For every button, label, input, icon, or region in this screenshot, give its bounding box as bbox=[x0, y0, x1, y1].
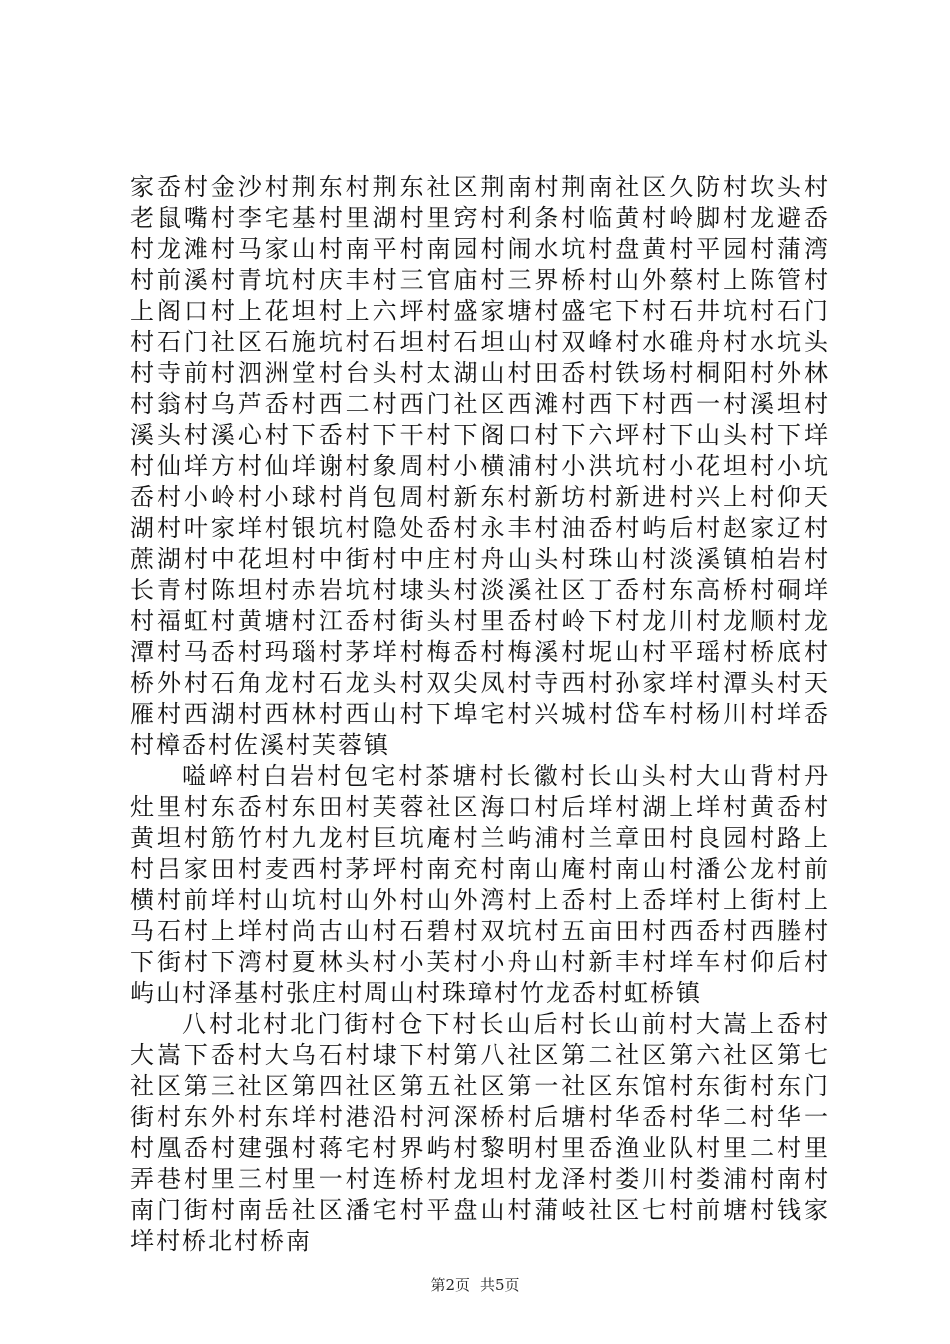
page-number: 第2页 bbox=[430, 1276, 470, 1294]
paragraph-2: 嗌崪村白岩村包宅村茶塘村长徽村长山头村大山背村丹灶里村东岙村东田村芙蓉社区海口村后垟村湖上垟村黄岙村黄坦村筋竹村九龙村巨坑庵村兰屿浦村兰章田村良园村路上村吕家田村麦西村茅坪村南充村南山庵村南山村潘公龙村前横村前垟村山坑村山外村山外湾村上岙村上岙垟村上街村上马石村上垟村尚古山村石碧村双坑村五亩田村西岙村西塍村下街村下湾村夏林头村小芙村小舟山村新丰村垟车村仰后村屿山村泽基村张庄村周山村珠璋村竹龙岙村虹桥镇 bbox=[130, 762, 830, 1007]
page-footer bbox=[0, 1274, 950, 1295]
paragraph-1: 家岙村金沙村荆东村荆东社区荆南村荆南社区久防村坎头村老鼠嘴村李宅基村里湖村里窍村利条村临黄村岭脚村龙避岙村龙滩村马家山村南平村南园村闹水坑村盘黄村平园村蒲湾村前溪村青坑村庆丰村三官庙村三界桥村山外蔡村上陈管村上阁口村上花坦村上六坪村盛家塘村盛宅下村石井坑村石门村石门社区石施坑村石坦村石坦山村双峰村水碓舟村水坑头村寺前村泗洲堂村台头村太湖山村田岙村铁场村桐阳村外林村翁村乌芦岙村西二村西门社区西滩村西下村西一村溪坦村溪头村溪心村下岙村下干村下阁口村下六坪村下山头村下垟村仙垟方村仙垟谢村象周村小横浦村小洪坑村小花坦村小坑岙村小岭村小球村肖包周村新东村新坊村新进村兴上村仰天湖村叶家垟村银坑村隐处岙村永丰村油岙村屿后村赵家辽村蔗湖村中花坦村中街村中庄村舟山头村珠山村淡溪镇柏岩村长青村陈坦村赤岩坑村埭头村淡溪社区丁岙村东高桥村硐垟村福虹村黄塘村江岙村街头村里岙村岭下村龙川村龙顺村龙潭村马岙村玛瑙村茅垟村梅岙村梅溪村坭山村平瑶村桥底村桥外村石角龙村石龙头村双尖凤村寺西村孙家垟村潭头村天雁村西湖村西林村西山村下埠宅村兴城村岱车村杨川村垟岙村樟岙村佐溪村芙蓉镇 bbox=[130, 173, 830, 759]
paragraph-3: 八村北村北门街村仓下村长山后村长山前村大嵩上岙村大嵩下岙村大乌石村埭下村第八社区第二社区第六社区第七社区第三社区第四社区第五社区第一社区东馆村东街村东门街村东外村东垟村港沿村河深桥村后塘村华岙村华二村华一村凰岙村建强村蒋宅村界屿村黎明村里岙渔业队村里二村里弄巷村里三村里一村连桥村龙坦村龙泽村娄川村娄浦村南村南门街村南岳社区潘宅村平盘山村蒲岐社区七村前塘村钱家垟村桥北村桥南 bbox=[130, 1010, 830, 1255]
document-body bbox=[130, 172, 830, 1257]
total-pages: 共5页 bbox=[480, 1276, 520, 1294]
